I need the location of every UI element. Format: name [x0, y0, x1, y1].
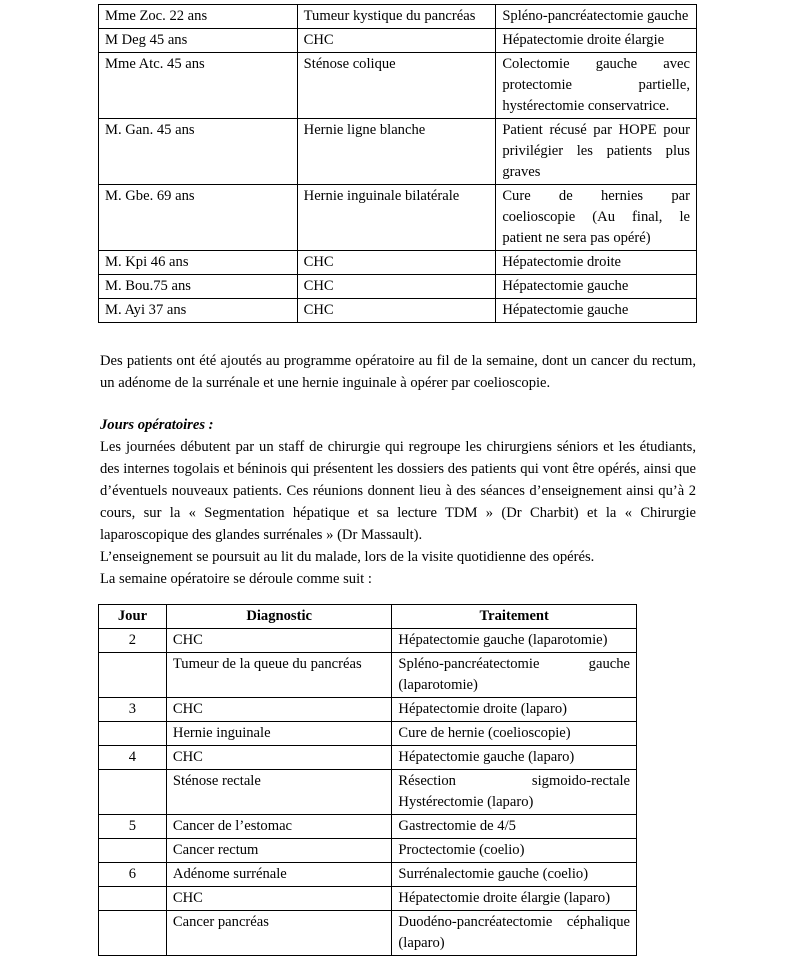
schedule-row	[99, 815, 637, 839]
day-cell: 2	[99, 629, 167, 653]
treatment-cell: Gastrectomie de 4/5	[392, 815, 637, 839]
treatment-cell: Duodéno-pancréatectomie céphalique (laparo)	[392, 911, 637, 956]
patient-row	[99, 185, 697, 251]
paragraph-teaching: L’enseignement se poursuit au lit du malade, lors de la visite quotidienne des opérés.	[100, 549, 595, 565]
patient-cell: M Deg 45 ans	[99, 29, 298, 53]
schedule-row	[99, 863, 637, 887]
day-cell	[99, 911, 167, 956]
day-cell	[99, 770, 167, 815]
diagnostic-cell: CHC	[166, 629, 392, 653]
paragraph-staff: Les journées débutent par un staff de chirurgie qui regroupe les chirurgiens séniors et les étudiants, des internes togolais et béninois qui présentent les dossiers des patients qui vont être opérés, ainsi que d’éventuels nouveaux patients. Ces réunions donnent lieu à des séances d’enseignement ainsi qu’à 2 cours, sur la « Segmentation hépatique et sa lecture TDM » (Dr Charbit) et la « Chirurgie laparoscopique des glandes surrénales » (Dr Massault).	[100, 439, 696, 543]
paragraph-block	[100, 436, 696, 590]
diagnostic-cell: CHC	[166, 746, 392, 770]
treatment-cell: Résection sigmoido-rectale Hystérectomie (laparo)	[392, 770, 637, 815]
diagnostic-cell: Hernie inguinale bilatérale	[297, 185, 496, 251]
day-cell: 6	[99, 863, 167, 887]
day-cell	[99, 653, 167, 698]
patient-row	[99, 5, 697, 29]
intervention-cell: Colectomie gauche avec protectomie partielle, hystérectomie conservatrice.	[496, 53, 697, 119]
schedule-table	[98, 604, 637, 956]
treatment-cell: Spléno-pancréatectomie gauche (laparotomie)	[392, 653, 637, 698]
schedule-row	[99, 629, 637, 653]
patient-cell: M. Kpi 46 ans	[99, 251, 298, 275]
patient-row	[99, 275, 697, 299]
diagnostic-cell: Sténose colique	[297, 53, 496, 119]
patient-row	[99, 299, 697, 323]
intervention-cell: Hépatectomie gauche	[496, 275, 697, 299]
schedule-row	[99, 770, 637, 815]
diagnostic-cell: Tumeur de la queue du pancréas	[166, 653, 392, 698]
intervention-cell: Hépatectomie droite élargie	[496, 29, 697, 53]
treatment-cell: Hépatectomie gauche (laparo)	[392, 746, 637, 770]
treatment-cell: Hépatectomie droite élargie (laparo)	[392, 887, 637, 911]
day-cell: 4	[99, 746, 167, 770]
schedule-row	[99, 839, 637, 863]
diagnostic-cell: Sténose rectale	[166, 770, 392, 815]
day-cell: 3	[99, 698, 167, 722]
patient-row	[99, 29, 697, 53]
schedule-row	[99, 887, 637, 911]
day-cell: 5	[99, 815, 167, 839]
intervention-cell: Hépatectomie gauche	[496, 299, 697, 323]
intervention-cell: Patient récusé par HOPE pour privilégier les patients plus graves	[496, 119, 697, 185]
day-cell	[99, 722, 167, 746]
intervention-cell: Hépatectomie droite	[496, 251, 697, 275]
patient-cell: M. Gan. 45 ans	[99, 119, 298, 185]
day-cell	[99, 839, 167, 863]
paragraph-schedule-intro: La semaine opératoire se déroule comme suit :	[100, 571, 372, 587]
header-day: Jour	[99, 605, 167, 629]
schedule-row	[99, 911, 637, 956]
patients-table-body	[99, 5, 697, 323]
diagnostic-cell: Tumeur kystique du pancréas	[297, 5, 496, 29]
diagnostic-cell: CHC	[166, 887, 392, 911]
patient-cell: M. Gbe. 69 ans	[99, 185, 298, 251]
header-diagnostic: Diagnostic	[166, 605, 392, 629]
diagnostic-cell: Hernie inguinale	[166, 722, 392, 746]
schedule-row	[99, 722, 637, 746]
diagnostic-cell: Adénome surrénale	[166, 863, 392, 887]
diagnostic-cell: Cancer rectum	[166, 839, 392, 863]
paragraph-added-patients: Des patients ont été ajoutés au programme opératoire au fil de la semaine, dont un cancer du rectum, un adénome de la surrénale et une hernie inguinale à opérer par coelioscopie.	[100, 353, 696, 391]
treatment-cell: Proctectomie (coelio)	[392, 839, 637, 863]
treatment-cell: Hépatectomie gauche (laparotomie)	[392, 629, 637, 653]
diagnostic-cell: CHC	[297, 29, 496, 53]
day-cell	[99, 887, 167, 911]
patient-row	[99, 53, 697, 119]
section-heading: Jours opératoires :	[100, 417, 214, 433]
patient-cell: M. Ayi 37 ans	[99, 299, 298, 323]
intervention-cell: Cure de hernies par coelioscopie (Au final, le patient ne sera pas opéré)	[496, 185, 697, 251]
schedule-row	[99, 746, 637, 770]
patient-cell: Mme Zoc. 22 ans	[99, 5, 298, 29]
schedule-row	[99, 698, 637, 722]
header-treatment: Traitement	[392, 605, 637, 629]
treatment-cell: Surrénalectomie gauche (coelio)	[392, 863, 637, 887]
diagnostic-cell: Hernie ligne blanche	[297, 119, 496, 185]
patient-row	[99, 251, 697, 275]
treatment-cell: Hépatectomie droite (laparo)	[392, 698, 637, 722]
intervention-cell: Spléno-pancréatectomie gauche	[496, 5, 697, 29]
treatment-cell: Cure de hernie (coelioscopie)	[392, 722, 637, 746]
schedule-table-body	[99, 629, 637, 956]
diagnostic-cell: Cancer de l’estomac	[166, 815, 392, 839]
diagnostic-cell: CHC	[297, 275, 496, 299]
diagnostic-cell: Cancer pancréas	[166, 911, 392, 956]
schedule-row	[99, 653, 637, 698]
schedule-header-row	[99, 605, 637, 629]
patient-cell: Mme Atc. 45 ans	[99, 53, 298, 119]
diagnostic-cell: CHC	[297, 299, 496, 323]
patients-table	[98, 4, 697, 323]
patient-row	[99, 119, 697, 185]
diagnostic-cell: CHC	[166, 698, 392, 722]
diagnostic-cell: CHC	[297, 251, 496, 275]
patient-cell: M. Bou.75 ans	[99, 275, 298, 299]
